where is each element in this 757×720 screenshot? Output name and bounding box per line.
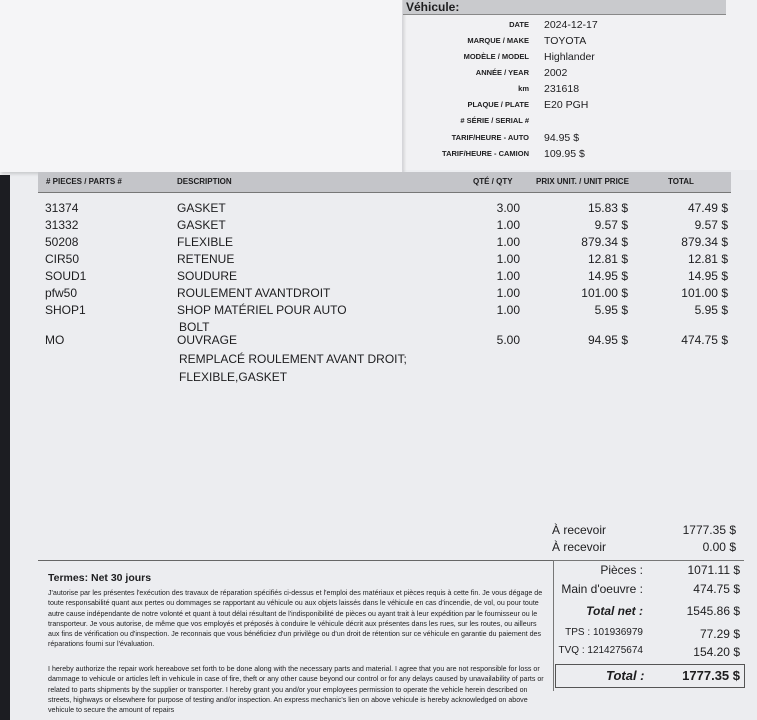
part-unit-price: 12.81 $	[587, 252, 628, 266]
part-code: CIR50	[45, 252, 80, 266]
part-description: GASKET	[177, 201, 226, 215]
pieces-label: Pièces :	[600, 563, 643, 577]
net-label: Total net :	[586, 604, 643, 618]
labor-code: MO	[45, 333, 65, 347]
part-unit-price: 14.95 $	[587, 269, 628, 283]
receivable-label: À recevoir	[552, 523, 607, 537]
vehicle-value: 94.95 $	[544, 132, 580, 144]
table-row	[0, 217, 757, 234]
part-qty: 1.00	[496, 303, 520, 317]
vehicle-label: # SÉRIE / SERIAL #	[460, 116, 529, 125]
labor-value: 474.75 $	[693, 582, 740, 596]
summary-tps	[555, 627, 740, 645]
labor-total: 474.75 $	[681, 333, 728, 347]
part-total: 9.57 $	[694, 218, 728, 232]
part-code: SOUD1	[45, 269, 87, 283]
vehicle-label: TARIF/HEURE - CAMION	[442, 149, 529, 158]
labor-label: Main d'oeuvre :	[561, 582, 643, 596]
vehicle-label: TARIF/HEURE - AUTO	[451, 133, 529, 142]
vehicle-row	[403, 17, 723, 33]
receivable-value: 1777.35 $	[682, 523, 736, 537]
table-row	[0, 251, 757, 268]
vehicle-row	[403, 113, 723, 129]
part-unit-price: 9.57 $	[594, 218, 628, 232]
summary-pieces	[555, 563, 740, 581]
vehicle-label: ANNÉE / YEAR	[475, 68, 529, 77]
header-parts: # PIECES / PARTS #	[46, 177, 122, 186]
vehicle-row	[403, 81, 723, 97]
tps-value: 77.29 $	[699, 627, 740, 641]
part-total: 14.95 $	[687, 269, 728, 283]
receivable-row	[552, 540, 740, 557]
labor-description: OUVRAGE	[177, 333, 238, 347]
summary-net	[555, 604, 740, 622]
labor-note: FLEXIBLE,GASKET	[179, 370, 288, 384]
part-qty: 1.00	[496, 286, 520, 300]
part-qty: 1.00	[496, 235, 520, 249]
vehicle-header: Véhicule:	[403, 0, 726, 15]
vehicle-value: 2002	[544, 67, 568, 79]
header-unit-price: PRIX UNIT. / UNIT PRICE	[536, 177, 629, 186]
part-total: 12.81 $	[687, 252, 728, 266]
part-code: 31332	[45, 218, 79, 232]
tps-label: TPS : 101936979	[565, 627, 643, 638]
part-unit-price: 101.00 $	[581, 286, 628, 300]
part-qty: 1.00	[496, 252, 520, 266]
part-qty: 1.00	[496, 218, 520, 232]
part-unit-price: 15.83 $	[587, 201, 628, 215]
table-row	[0, 302, 757, 319]
vehicle-label: MODÈLE / MODEL	[463, 52, 529, 61]
part-total: 5.95 $	[694, 303, 728, 317]
part-description: ROULEMENT AVANTDROIT	[177, 286, 331, 300]
part-code: SHOP1	[45, 303, 86, 317]
part-unit-price: 5.95 $	[594, 303, 628, 317]
table-header	[38, 172, 731, 193]
vehicle-value: 2024-12-17	[544, 19, 598, 31]
part-description: RETENUE	[177, 252, 235, 266]
net-value: 1545.86 $	[686, 604, 740, 618]
folded-paper-flap	[0, 0, 403, 172]
part-unit-price: 879.34 $	[581, 235, 628, 249]
terms-english: I hereby authorize the repair work hereabove set forth to be done along with the necessary parts and material. I agree that you are not responsible for loss or dammage to vehicule or articles left in vehicule in case of fire, theft or any other cause beyond our control or for any delays caused by unavailability of parts or related to parts shipments by the supplier or transporter. I hereby grant you and/or your employees permission to operate the vehicle herein described on streets, highways or elsewhere for purpose of testing and/or inspection. An express mechanic's lien on above vehicule is hereby acknowledged on above vehicule to secure the amount of repairs	[48, 665, 544, 715]
vehicle-value: E20 PGH	[544, 99, 589, 111]
table-row	[0, 200, 757, 217]
vehicle-row	[403, 49, 723, 65]
vehicle-label: km	[518, 84, 529, 93]
receivable-value: 0.00 $	[702, 540, 736, 554]
vehicle-value: TOYOTA	[544, 35, 587, 47]
tvq-value: 154.20 $	[693, 645, 740, 659]
vehicle-value: 231618	[544, 83, 580, 95]
vehicle-label: DATE	[509, 20, 529, 29]
header-total: TOTAL	[668, 177, 694, 186]
vehicle-row	[403, 97, 723, 113]
tvq-label: TVQ : 1214275674	[558, 645, 643, 656]
description-continuation: BOLT	[179, 320, 210, 334]
part-code: 31374	[45, 201, 79, 215]
vehicle-label: PLAQUE / PLATE	[467, 100, 529, 109]
summary-labor	[555, 582, 740, 600]
vehicle-row	[403, 146, 723, 162]
part-total: 47.49 $	[687, 201, 728, 215]
table-row	[0, 285, 757, 302]
vehicle-value: 109.95 $	[544, 148, 585, 160]
receivable-label: À recevoir	[552, 540, 607, 554]
vehicle-row	[403, 130, 723, 146]
part-code: pfw50	[45, 286, 78, 300]
vehicle-row	[403, 65, 723, 81]
part-description: FLEXIBLE	[177, 235, 234, 249]
labor-price: 94.95 $	[587, 333, 628, 347]
part-code: 50208	[45, 235, 79, 249]
terms-title: Termes: Net 30 jours	[48, 572, 152, 584]
vehicle-row	[403, 33, 723, 49]
part-description: SOUDURE	[177, 269, 238, 283]
labor-note: REMPLACÉ ROULEMENT AVANT DROIT;	[179, 352, 407, 366]
labor-qty: 5.00	[496, 333, 520, 347]
part-description: SHOP MATÉRIEL POUR AUTO	[177, 303, 347, 317]
part-qty: 1.00	[496, 269, 520, 283]
part-qty: 3.00	[496, 201, 520, 215]
terms-french: J'autorise par les présentes l'exécution des travaux de réparation spécifiés ci-dessus et l'emploi des matériaux et pièces requis à cette fin. Je vous dégage de toute responsabilité quant aux pertes ou dommages se rapportant au véhicule ou aux objets laissés dans le véhicule en cas d'incendie, de vol, ou pour toute autre cause indépendante de notre volonté et quant à tout délai résultant de l'indisponibilité de pièces ou ayant trait à leur expédition par le fournisseur ou le transporteur. Je vous autorise, de même que vos employés et préposés à conduire le véhicule décrit aux présentes dans les rues, sur les routes, ou ailleurs aux fins de vérification ou d'inspection. Je reconnais que vous bénéficiez d'un privilège ou d'un droit de rétention sur ce véhicule en garantie du paiement des réparations fourni sur l'évaluation.	[48, 589, 543, 649]
part-total: 879.34 $	[681, 235, 728, 249]
grand-total	[555, 664, 745, 688]
total-value: 1777.35 $	[682, 668, 740, 683]
vehicle-label: MARQUE / MAKE	[467, 36, 529, 45]
header-qty: QTÉ / QTY	[473, 177, 513, 186]
vehicle-value: Highlander	[544, 51, 595, 63]
divider	[38, 560, 553, 561]
total-label: Total :	[606, 668, 645, 683]
pieces-value: 1071.11 $	[687, 563, 740, 577]
table-row	[0, 234, 757, 251]
header-description: DESCRIPTION	[177, 177, 232, 186]
receivable-row	[552, 523, 740, 540]
part-total: 101.00 $	[681, 286, 728, 300]
labor-row	[0, 332, 757, 349]
table-row	[0, 268, 757, 285]
summary-tvq	[555, 645, 740, 663]
part-description: GASKET	[177, 218, 226, 232]
